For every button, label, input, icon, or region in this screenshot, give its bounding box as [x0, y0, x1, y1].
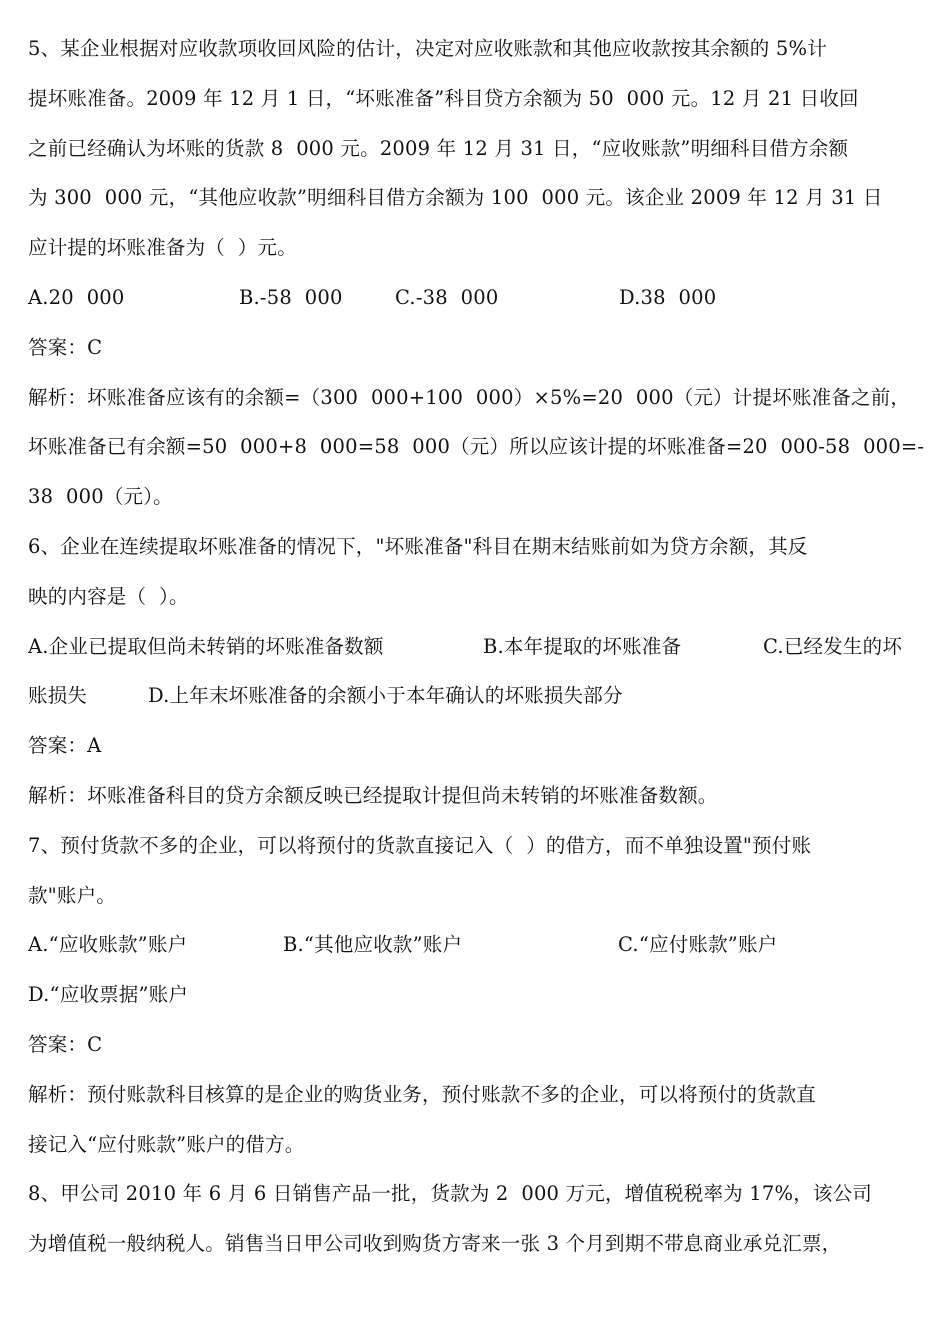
question-6-analysis-line: 解析：坏账准备科目的贷方余额反映已经提取计提但尚未转销的坏账准备数额。	[28, 783, 718, 807]
option-b: B.-58 000	[239, 285, 343, 309]
question-7-options-continued	[28, 970, 924, 1020]
option-b: B.本年提取的坏账准备	[483, 634, 682, 658]
question-5	[28, 24, 924, 522]
question-5-analysis-line: 解析：坏账准备应该有的余额=（300 000+100 000）×5%=20 000（元）计提坏账准备之前，	[28, 385, 911, 409]
option-d: D.上年末坏账准备的余额小于本年确认的坏账损失部分	[148, 684, 623, 708]
question-7-analysis-line: 解析：预付账款科目核算的是企业的购货业务，预付账款不多的企业，可以将预付的货款直	[28, 1082, 817, 1106]
option-c: C.-38 000	[395, 285, 499, 309]
question-5-stem-line: 提坏账准备。2009 年 12 月 1 日，“坏账准备”科目贷方余额为 50 000 元。12 月 21 日收回	[28, 86, 859, 110]
question-7-stem-line: 款"账户。	[28, 883, 116, 907]
option-d: D.“应收票据”账户	[28, 983, 189, 1007]
question-6-options-continued	[28, 671, 924, 721]
question-7-answer: 答案：C	[28, 1032, 103, 1056]
question-8	[28, 1169, 924, 1269]
question-7	[28, 821, 924, 1170]
option-a: A.企业已提取但尚未转销的坏账准备数额	[28, 634, 384, 658]
question-5-stem-line: 应计提的坏账准备为（ ）元。	[28, 236, 297, 260]
question-7-options	[28, 920, 924, 970]
question-6	[28, 522, 924, 821]
question-7-analysis-line: 接记入“应付账款”账户的借方。	[28, 1132, 305, 1156]
option-c: C.已经发生的坏	[763, 634, 903, 658]
option-d: D.38 000	[619, 285, 717, 309]
question-5-answer: 答案：C	[28, 335, 103, 359]
question-8-stem-line: 为增值税一般纳税人。销售当日甲公司收到购货方寄来一张 3 个月到期不带息商业承兑汇票，	[28, 1232, 842, 1256]
document-page	[28, 24, 924, 1269]
question-7-stem-line: 7、预付货款不多的企业，可以将预付的货款直接记入（ ）的借方，而不单独设置"预付账	[28, 833, 812, 857]
option-b: B.“其他应收款”账户	[283, 933, 463, 957]
question-8-stem-line: 8、甲公司 2010 年 6 月 6 日销售产品一批，货款为 2 000 万元，增值税税率为 17%，该公司	[28, 1182, 872, 1206]
question-5-options	[28, 273, 924, 323]
question-5-stem-line: 之前已经确认为坏账的货款 8 000 元。2009 年 12 月 31 日，“应收账款”明细科目借方余额	[28, 136, 849, 160]
question-6-answer: 答案：A	[28, 734, 102, 758]
option-c-continued: 账损失	[28, 684, 88, 708]
option-a: A.“应收账款”账户	[28, 933, 188, 957]
question-6-options	[28, 622, 924, 672]
option-a: A.20 000	[28, 285, 125, 309]
question-5-stem-line: 5、某企业根据对应收款项收回风险的估计，决定对应收账款和其他应收款按其余额的 5%计	[28, 37, 827, 60]
option-c: C.“应付账款”账户	[618, 933, 778, 957]
question-5-stem-line: 为 300 000 元，“其他应收款”明细科目借方余额为 100 000 元。该企业 2009 年 12 月 31 日	[28, 186, 883, 210]
question-6-stem-line: 映的内容是（ ）。	[28, 584, 189, 608]
question-6-stem-line: 6、企业在连续提取坏账准备的情况下，"坏账准备"科目在期末结账前如为贷方余额，其反	[28, 534, 808, 558]
question-5-analysis-line: 坏账准备已有余额=50 000+8 000=58 000（元）所以应该计提的坏账准备=20 000-58 000=-	[28, 435, 925, 459]
question-5-analysis-line: 38 000（元）。	[28, 485, 173, 509]
